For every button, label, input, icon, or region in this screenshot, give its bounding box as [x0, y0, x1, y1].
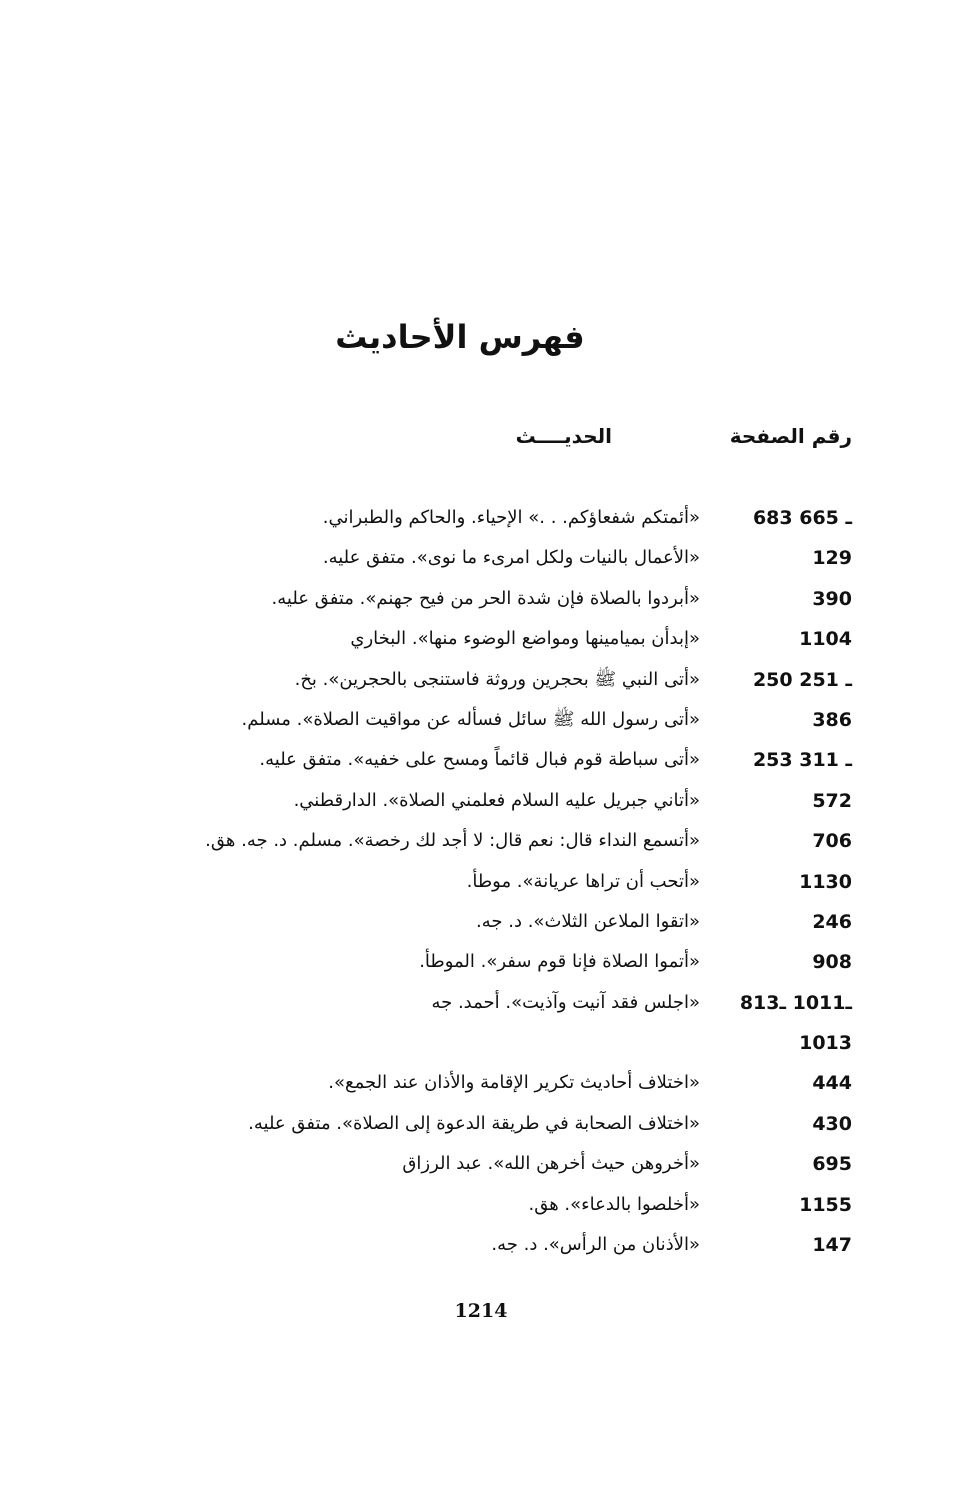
entry-hadith-text: «إبدأن بميامينها ومواضع الوضوء منها». البخاري	[350, 628, 700, 650]
entry-hadith-text: «أتى سباطة قوم فبال قائماً ومسح على خفيه». متفق عليه.	[259, 749, 700, 771]
list-item	[0, 1023, 962, 1063]
list-item	[0, 538, 962, 578]
list-item	[0, 1104, 962, 1144]
entry-page-number: 444	[812, 1072, 852, 1095]
list-item	[0, 700, 962, 740]
entry-page-number: 706	[812, 830, 852, 853]
hadith-index-list	[0, 498, 962, 1265]
entry-page-number: 1155	[799, 1193, 852, 1216]
entry-hadith-text: «الأذنان من الرأس». د. جه.	[491, 1234, 700, 1256]
entry-hadith-text: «اختلاف الصحابة في طريقة الدعوة إلى الصلاة». متفق عليه.	[248, 1112, 700, 1134]
hadith-column-header: الحديــــث	[515, 424, 612, 448]
entry-hadith-text: «أتى رسول الله ﷺ سائل فسأله عن مواقيت الصلاة». مسلم.	[241, 708, 700, 730]
entry-page-number: 147	[812, 1234, 852, 1257]
entry-page-number: 250 ـ 251	[752, 668, 852, 691]
entry-hadith-text: «أخروهن حيث أخرهن الله». عبد الرزاق	[402, 1153, 700, 1175]
list-item	[0, 942, 962, 982]
page-number-column-header: رقم الصفحة	[729, 424, 852, 448]
entry-page-number: 1104	[799, 628, 852, 651]
list-item	[0, 1063, 962, 1103]
entry-hadith-text: «أئمتكم شفعاؤكم. . .» الإحياء. والحاكم والطبراني.	[322, 507, 700, 528]
entry-hadith-text: «أتحب أن تراها عريانة». موطأ.	[466, 870, 700, 892]
entry-hadith-text: «أتموا الصلاة فإنا قوم سفر». الموطأ.	[419, 951, 700, 973]
entry-hadith-text: «أتى النبي ﷺ بحجرين وروثة فاستنجى بالحجرين». بخ.	[294, 668, 700, 690]
entry-hadith-text: «أبردوا بالصلاة فإن شدة الحر من فيح جهنم». متفق عليه.	[271, 587, 700, 609]
entry-page-number: 390	[812, 587, 852, 610]
entry-page-number: 813ـ1011 ـ	[739, 991, 852, 1014]
list-item	[0, 1185, 962, 1225]
page-title: فهرس الأحاديث	[335, 318, 585, 356]
entry-hadith-text: «الأعمال بالنيات ولكل امرىء ما نوى». متفق عليه.	[322, 547, 700, 569]
list-item	[0, 740, 962, 780]
list-item	[0, 862, 962, 902]
page-footer-number: 1214	[454, 1300, 508, 1322]
list-item	[0, 498, 962, 538]
entry-page-number: 129	[812, 547, 852, 570]
entry-page-number: 683 ـ 665	[752, 507, 852, 529]
entry-page-number: 1013	[799, 1032, 852, 1055]
entry-page-number: 386	[812, 708, 852, 731]
entry-page-number: 430	[812, 1112, 852, 1135]
entry-hadith-text: «أتاني جبريل عليه السلام فعلمني الصلاة». الدارقطني.	[293, 789, 700, 811]
list-item	[0, 619, 962, 659]
list-item	[0, 1225, 962, 1265]
entry-hadith-text: «أتسمع النداء قال: نعم قال: لا أجد لك رخصة». مسلم. د. جه. هق.	[205, 830, 700, 852]
entry-page-number: 572	[812, 789, 852, 812]
entry-hadith-text: «أخلصوا بالدعاء». هق.	[528, 1193, 700, 1215]
list-item	[0, 821, 962, 861]
list-item	[0, 781, 962, 821]
entry-page-number: 908	[812, 951, 852, 974]
list-item	[0, 660, 962, 700]
entry-hadith-text: «اختلاف أحاديث تكرير الإقامة والأذان عند الجمع».	[328, 1072, 700, 1094]
entry-hadith-text: «اتقوا الملاعن الثلاث». د. جه.	[476, 910, 700, 932]
list-item	[0, 579, 962, 619]
entry-page-number: 1130	[799, 870, 852, 893]
entry-page-number: 253 ـ 311	[752, 749, 852, 772]
list-item	[0, 902, 962, 942]
entry-hadith-text: «اجلس فقد آنيت وآذيت». أحمد. جه	[431, 991, 700, 1013]
entry-page-number: 246	[812, 910, 852, 933]
list-item	[0, 1144, 962, 1184]
entry-page-number: 695	[812, 1153, 852, 1176]
list-item	[0, 983, 962, 1023]
